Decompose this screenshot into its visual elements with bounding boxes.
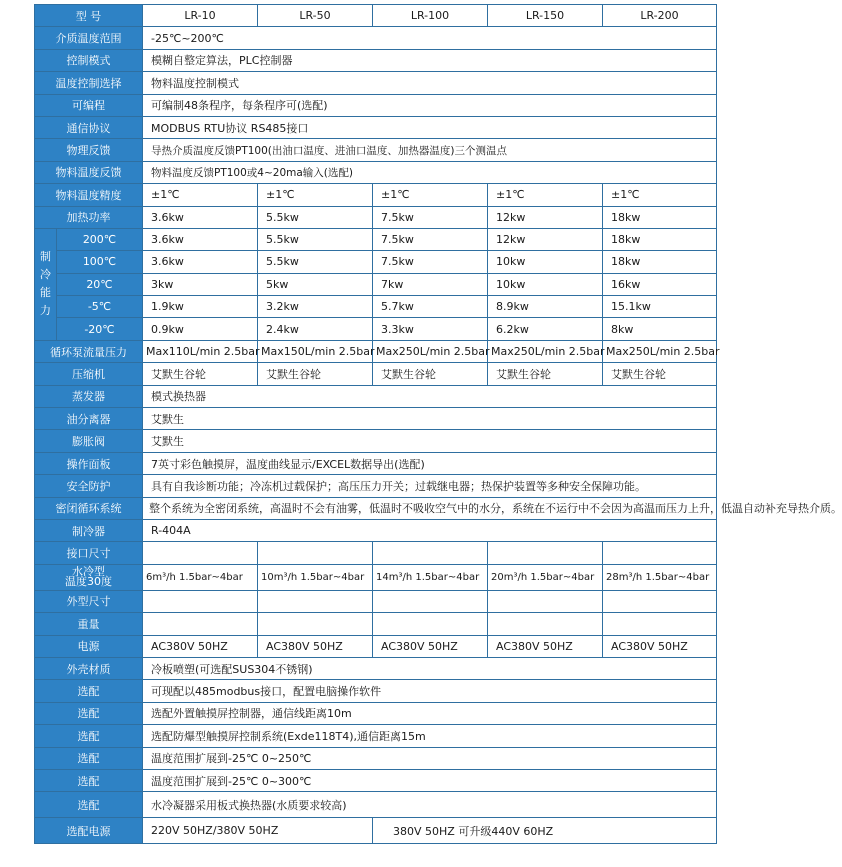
cell-value: 3kw bbox=[143, 273, 258, 295]
option-row-5 bbox=[35, 769, 717, 791]
cell-value: 28m³/h 1.5bar~4bar bbox=[603, 564, 717, 590]
expansion-valve-row bbox=[35, 430, 717, 452]
programmable-row bbox=[35, 94, 717, 116]
cooling-row-20 bbox=[35, 273, 717, 295]
cell-value: 20m³/h 1.5bar~4bar bbox=[488, 564, 603, 590]
cell-value: 艾默生谷轮 bbox=[603, 363, 717, 385]
cell-value: AC380V 50HZ bbox=[488, 635, 603, 657]
empty-cell bbox=[258, 590, 373, 612]
option-row-3 bbox=[35, 725, 717, 747]
option-row-1 bbox=[35, 680, 717, 702]
empty-cell bbox=[143, 613, 258, 635]
row-label: 选配 bbox=[35, 680, 143, 702]
row-label: 制冷器 bbox=[35, 519, 143, 541]
cell-value: ±1℃ bbox=[603, 184, 717, 206]
row-value: 温度范围扩展到-25℃ 0~300℃ bbox=[143, 769, 717, 791]
option-power-row bbox=[35, 818, 717, 844]
pump-row bbox=[35, 340, 717, 362]
empty-cell bbox=[488, 590, 603, 612]
cell-value: 220V 50HZ/380V 50HZ bbox=[143, 818, 373, 844]
cell-value: 艾默生谷轮 bbox=[488, 363, 603, 385]
medium-temp-row bbox=[35, 27, 717, 49]
cell-value: 7kw bbox=[373, 273, 488, 295]
row-label: 物理反馈 bbox=[35, 139, 143, 161]
cell-value: Max250L/min 2.5bar bbox=[373, 340, 488, 362]
row-value: 艾默生 bbox=[143, 408, 717, 430]
temp-select-row bbox=[35, 72, 717, 94]
cell-value: 艾默生谷轮 bbox=[258, 363, 373, 385]
cell-value: 5.5kw bbox=[258, 206, 373, 228]
row-value: 可现配以485modbus接口，配置电脑操作软件 bbox=[143, 680, 717, 702]
cell-value: 10m³/h 1.5bar~4bar bbox=[258, 564, 373, 590]
row-label: 蒸发器 bbox=[35, 385, 143, 407]
cooling-temp: -5℃ bbox=[57, 296, 143, 318]
heating-power-row bbox=[35, 206, 717, 228]
empty-cell bbox=[258, 542, 373, 564]
row-label: 循环泵流量压力 bbox=[35, 340, 143, 362]
row-value: 冷板喷塑(可选配SUS304不锈钢) bbox=[143, 657, 717, 679]
row-value: 物料温度控制模式 bbox=[143, 72, 717, 94]
empty-cell bbox=[143, 590, 258, 612]
row-label: 接口尺寸 bbox=[35, 542, 143, 564]
cooling-row-200 bbox=[35, 228, 717, 250]
row-value: MODBUS RTU协议 RS485接口 bbox=[143, 116, 717, 138]
row-value: 导热介质温度反馈PT100(出油口温度、进油口温度、加热器温度)三个测温点 bbox=[143, 139, 717, 161]
model-label: 型 号 bbox=[35, 5, 143, 27]
cell-value: ±1℃ bbox=[143, 184, 258, 206]
power-row bbox=[35, 635, 717, 657]
cell-value: 艾默生谷轮 bbox=[373, 363, 488, 385]
row-value: 整个系统为全密闭系统，高温时不会有油雾，低温时不吸收空气中的水分，系统在不运行中不会因为高温而压力上升，低温自动补充导热介质。 bbox=[143, 497, 717, 519]
control-mode-row bbox=[35, 49, 717, 71]
cooling-row-minus5 bbox=[35, 296, 717, 318]
cooling-temp: 100℃ bbox=[57, 251, 143, 273]
cell-value: 5.7kw bbox=[373, 296, 488, 318]
row-label: 介质温度范围 bbox=[35, 27, 143, 49]
cell-value: 3.2kw bbox=[258, 296, 373, 318]
cell-value: 8kw bbox=[603, 318, 717, 340]
model-lr10: LR-10 bbox=[143, 5, 258, 27]
protocol-row bbox=[35, 116, 717, 138]
empty-cell bbox=[603, 542, 717, 564]
row-value: R-404A bbox=[143, 519, 717, 541]
weight-row bbox=[35, 613, 717, 635]
cell-value: 7.5kw bbox=[373, 251, 488, 273]
closed-loop-row bbox=[35, 497, 717, 519]
row-value: 物料温度反馈PT100或4~20ma输入(选配) bbox=[143, 161, 717, 183]
row-value: 选配防爆型触摸屏控制系统(Exde118T4),通信距离15m bbox=[143, 725, 717, 747]
cooling-temp: -20℃ bbox=[57, 318, 143, 340]
cell-value: 12kw bbox=[488, 228, 603, 250]
cooling-row-minus20 bbox=[35, 318, 717, 340]
row-label: 温度控制选择 bbox=[35, 72, 143, 94]
cell-value: 1.9kw bbox=[143, 296, 258, 318]
evaporator-row bbox=[35, 385, 717, 407]
cell-value: AC380V 50HZ bbox=[258, 635, 373, 657]
dimensions-row bbox=[35, 590, 717, 612]
cell-value: ±1℃ bbox=[373, 184, 488, 206]
port-size-row bbox=[35, 542, 717, 564]
row-label: 可编程 bbox=[35, 94, 143, 116]
cell-value: 艾默生谷轮 bbox=[143, 363, 258, 385]
row-value: 水冷凝器采用板式换热器(水质要求较高) bbox=[143, 792, 717, 818]
empty-cell bbox=[488, 613, 603, 635]
mat-precision-row bbox=[35, 184, 717, 206]
water-cooling-row bbox=[35, 564, 717, 590]
row-label bbox=[35, 564, 143, 590]
empty-cell bbox=[373, 590, 488, 612]
cell-value: Max250L/min 2.5bar bbox=[488, 340, 603, 362]
cell-value: ±1℃ bbox=[488, 184, 603, 206]
cell-value: 3.3kw bbox=[373, 318, 488, 340]
empty-cell bbox=[488, 542, 603, 564]
cell-value: 5.5kw bbox=[258, 251, 373, 273]
row-label: 加热功率 bbox=[35, 206, 143, 228]
cell-value: 6.2kw bbox=[488, 318, 603, 340]
cell-value: 5.5kw bbox=[258, 228, 373, 250]
cooling-capacity-text: 制 冷 能 力 bbox=[40, 250, 51, 318]
row-label: 选配 bbox=[35, 702, 143, 724]
cell-value: 7.5kw bbox=[373, 228, 488, 250]
row-label: 外壳材质 bbox=[35, 657, 143, 679]
row-label: 外型尺寸 bbox=[35, 590, 143, 612]
row-label: 电源 bbox=[35, 635, 143, 657]
cell-value: AC380V 50HZ bbox=[603, 635, 717, 657]
cell-value: 8.9kw bbox=[488, 296, 603, 318]
cell-value: AC380V 50HZ bbox=[373, 635, 488, 657]
row-value: 7英寸彩色触摸屏，温度曲线显示/EXCEL数据导出(选配) bbox=[143, 452, 717, 474]
cell-value: Max250L/min 2.5bar bbox=[603, 340, 717, 362]
cell-value: 12kw bbox=[488, 206, 603, 228]
row-label: 密闭循环系统 bbox=[35, 497, 143, 519]
model-lr200: LR-200 bbox=[603, 5, 717, 27]
cell-value: 3.6kw bbox=[143, 251, 258, 273]
cell-value: 6m³/h 1.5bar~4bar bbox=[143, 564, 258, 590]
cell-value: AC380V 50HZ bbox=[143, 635, 258, 657]
empty-cell bbox=[143, 542, 258, 564]
cell-value: 16kw bbox=[603, 273, 717, 295]
row-value: 模糊自整定算法，PLC控制器 bbox=[143, 49, 717, 71]
row-value: 艾默生 bbox=[143, 430, 717, 452]
cooling-temp: 200℃ bbox=[57, 228, 143, 250]
empty-cell bbox=[373, 542, 488, 564]
cooling-capacity-label bbox=[35, 228, 57, 340]
model-lr150: LR-150 bbox=[488, 5, 603, 27]
compressor-row bbox=[35, 363, 717, 385]
row-value: 模式换热器 bbox=[143, 385, 717, 407]
row-label: 物料温度反馈 bbox=[35, 161, 143, 183]
row-value: -25℃~200℃ bbox=[143, 27, 717, 49]
mat-feedback-row bbox=[35, 161, 717, 183]
cell-value: 10kw bbox=[488, 251, 603, 273]
empty-cell bbox=[603, 590, 717, 612]
row-value: 选配外置触摸屏控制器，通信线距离10m bbox=[143, 702, 717, 724]
cooling-temp: 20℃ bbox=[57, 273, 143, 295]
cell-value: 7.5kw bbox=[373, 206, 488, 228]
row-label: 操作面板 bbox=[35, 452, 143, 474]
safety-row bbox=[35, 475, 717, 497]
row-label: 选配 bbox=[35, 747, 143, 769]
row-label: 膨胀阀 bbox=[35, 430, 143, 452]
empty-cell bbox=[603, 613, 717, 635]
empty-cell bbox=[373, 613, 488, 635]
cell-value: ±1℃ bbox=[258, 184, 373, 206]
cell-value: Max110L/min 2.5bar bbox=[143, 340, 258, 362]
cell-value: 3.6kw bbox=[143, 228, 258, 250]
cell-value: 5kw bbox=[258, 273, 373, 295]
row-value: 温度范围扩展到-25℃ 0~250℃ bbox=[143, 747, 717, 769]
panel-row bbox=[35, 452, 717, 474]
housing-row bbox=[35, 657, 717, 679]
empty-cell bbox=[258, 613, 373, 635]
header-row bbox=[35, 5, 717, 27]
row-value: 具有自我诊断功能；冷冻机过载保护；高压压力开关；过载继电器；热保护装置等多种安全保障功能。 bbox=[143, 475, 717, 497]
row-label: 选配 bbox=[35, 769, 143, 791]
cell-value: 0.9kw bbox=[143, 318, 258, 340]
option-row-2 bbox=[35, 702, 717, 724]
option-row-6 bbox=[35, 792, 717, 818]
row-label: 通信协议 bbox=[35, 116, 143, 138]
refrigerant-row bbox=[35, 519, 717, 541]
cell-value: 10kw bbox=[488, 273, 603, 295]
row-label: 选配 bbox=[35, 792, 143, 818]
cell-value: 18kw bbox=[603, 206, 717, 228]
row-label: 控制模式 bbox=[35, 49, 143, 71]
model-lr50: LR-50 bbox=[258, 5, 373, 27]
water-cooling-label: 水冷型 温度30度 bbox=[65, 565, 112, 589]
cell-value: Max150L/min 2.5bar bbox=[258, 340, 373, 362]
row-label: 压缩机 bbox=[35, 363, 143, 385]
row-label: 物料温度精度 bbox=[35, 184, 143, 206]
row-label: 安全防护 bbox=[35, 475, 143, 497]
cooling-row-100 bbox=[35, 251, 717, 273]
cell-value: 18kw bbox=[603, 251, 717, 273]
cell-value: 18kw bbox=[603, 228, 717, 250]
oil-separator-row bbox=[35, 408, 717, 430]
row-label: 选配电源 bbox=[35, 818, 143, 844]
cell-value: 15.1kw bbox=[603, 296, 717, 318]
row-label: 选配 bbox=[35, 725, 143, 747]
cell-value: 3.6kw bbox=[143, 206, 258, 228]
cell-value: 2.4kw bbox=[258, 318, 373, 340]
row-label: 重量 bbox=[35, 613, 143, 635]
row-label: 油分离器 bbox=[35, 408, 143, 430]
phys-feedback-row bbox=[35, 139, 717, 161]
cell-value: 14m³/h 1.5bar~4bar bbox=[373, 564, 488, 590]
cell-value: 380V 50HZ 可升级440V 60HZ bbox=[373, 818, 717, 844]
model-lr100: LR-100 bbox=[373, 5, 488, 27]
option-row-4 bbox=[35, 747, 717, 769]
spec-table bbox=[34, 4, 842, 844]
row-value: 可编制48条程序，每条程序可(选配) bbox=[143, 94, 717, 116]
